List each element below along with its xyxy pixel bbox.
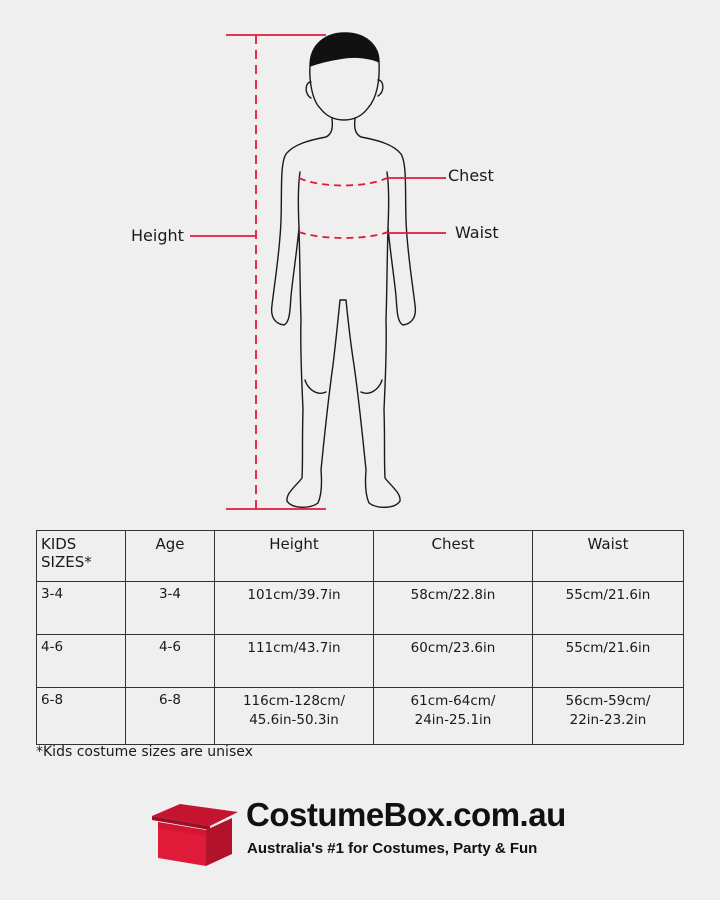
waist-dashed-curve [299, 232, 388, 238]
cell-waist [533, 635, 684, 688]
size-chart-table [36, 530, 684, 745]
unisex-footnote: *Kids costume sizes are unisex [36, 744, 253, 760]
header-age: Age [126, 531, 215, 582]
cell-line: 116cm-128cm/ [242, 693, 346, 709]
header-waist: Waist [533, 531, 684, 582]
cell-age: 6-8 [126, 688, 215, 745]
arm-right-inner-line [387, 172, 389, 228]
cell-line: 111cm/43.7in [247, 640, 341, 656]
hair-shape [310, 33, 379, 66]
cell-chest [374, 688, 533, 745]
table-row [37, 688, 684, 745]
brand-name: CostumeBox.com.au [246, 796, 566, 833]
height-label: Height [131, 226, 184, 245]
cell-size: 6-8 [37, 688, 126, 745]
table-header-row [37, 531, 684, 582]
cell-age: 4-6 [126, 635, 215, 688]
table-row [37, 635, 684, 688]
cell-size: 3-4 [37, 582, 126, 635]
chest-dashed-curve [299, 178, 387, 186]
cell-line: 55cm/21.6in [565, 640, 651, 656]
cell-waist [533, 582, 684, 635]
cell-chest [374, 635, 533, 688]
knee-left-line [305, 380, 326, 393]
costumebox-logo [150, 796, 580, 870]
cell-age: 3-4 [126, 582, 215, 635]
table-row [37, 582, 684, 635]
cell-line: 24in-25.1in [414, 712, 492, 728]
cell-line: 45.6in-50.3in [249, 712, 339, 728]
head-outline [310, 62, 379, 120]
waist-label: Waist [455, 223, 499, 242]
header-height: Height [215, 531, 374, 582]
header-kids-sizes: KIDS SIZES* [37, 531, 126, 582]
cell-line: 101cm/39.7in [247, 587, 341, 603]
header-chest: Chest [374, 531, 533, 582]
cell-line: 60cm/23.6in [410, 640, 496, 656]
cell-size: 4-6 [37, 635, 126, 688]
cell-waist [533, 688, 684, 745]
cell-height [215, 582, 374, 635]
cell-chest [374, 582, 533, 635]
knee-right-line [361, 380, 382, 393]
costume-box-icon [150, 800, 242, 870]
cell-line: 22in-23.2in [569, 712, 647, 728]
cell-height [215, 688, 374, 745]
cell-line: 56cm-59cm/ [565, 693, 651, 709]
cell-line: 55cm/21.6in [565, 587, 651, 603]
chest-label: Chest [448, 166, 494, 185]
arm-left-inner-line [298, 172, 300, 228]
cell-line: 58cm/22.8in [410, 587, 496, 603]
cell-height [215, 635, 374, 688]
cell-line: 61cm-64cm/ [410, 693, 496, 709]
body-outline [272, 118, 416, 507]
brand-tagline: Australia's #1 for Costumes, Party & Fun [247, 840, 538, 857]
